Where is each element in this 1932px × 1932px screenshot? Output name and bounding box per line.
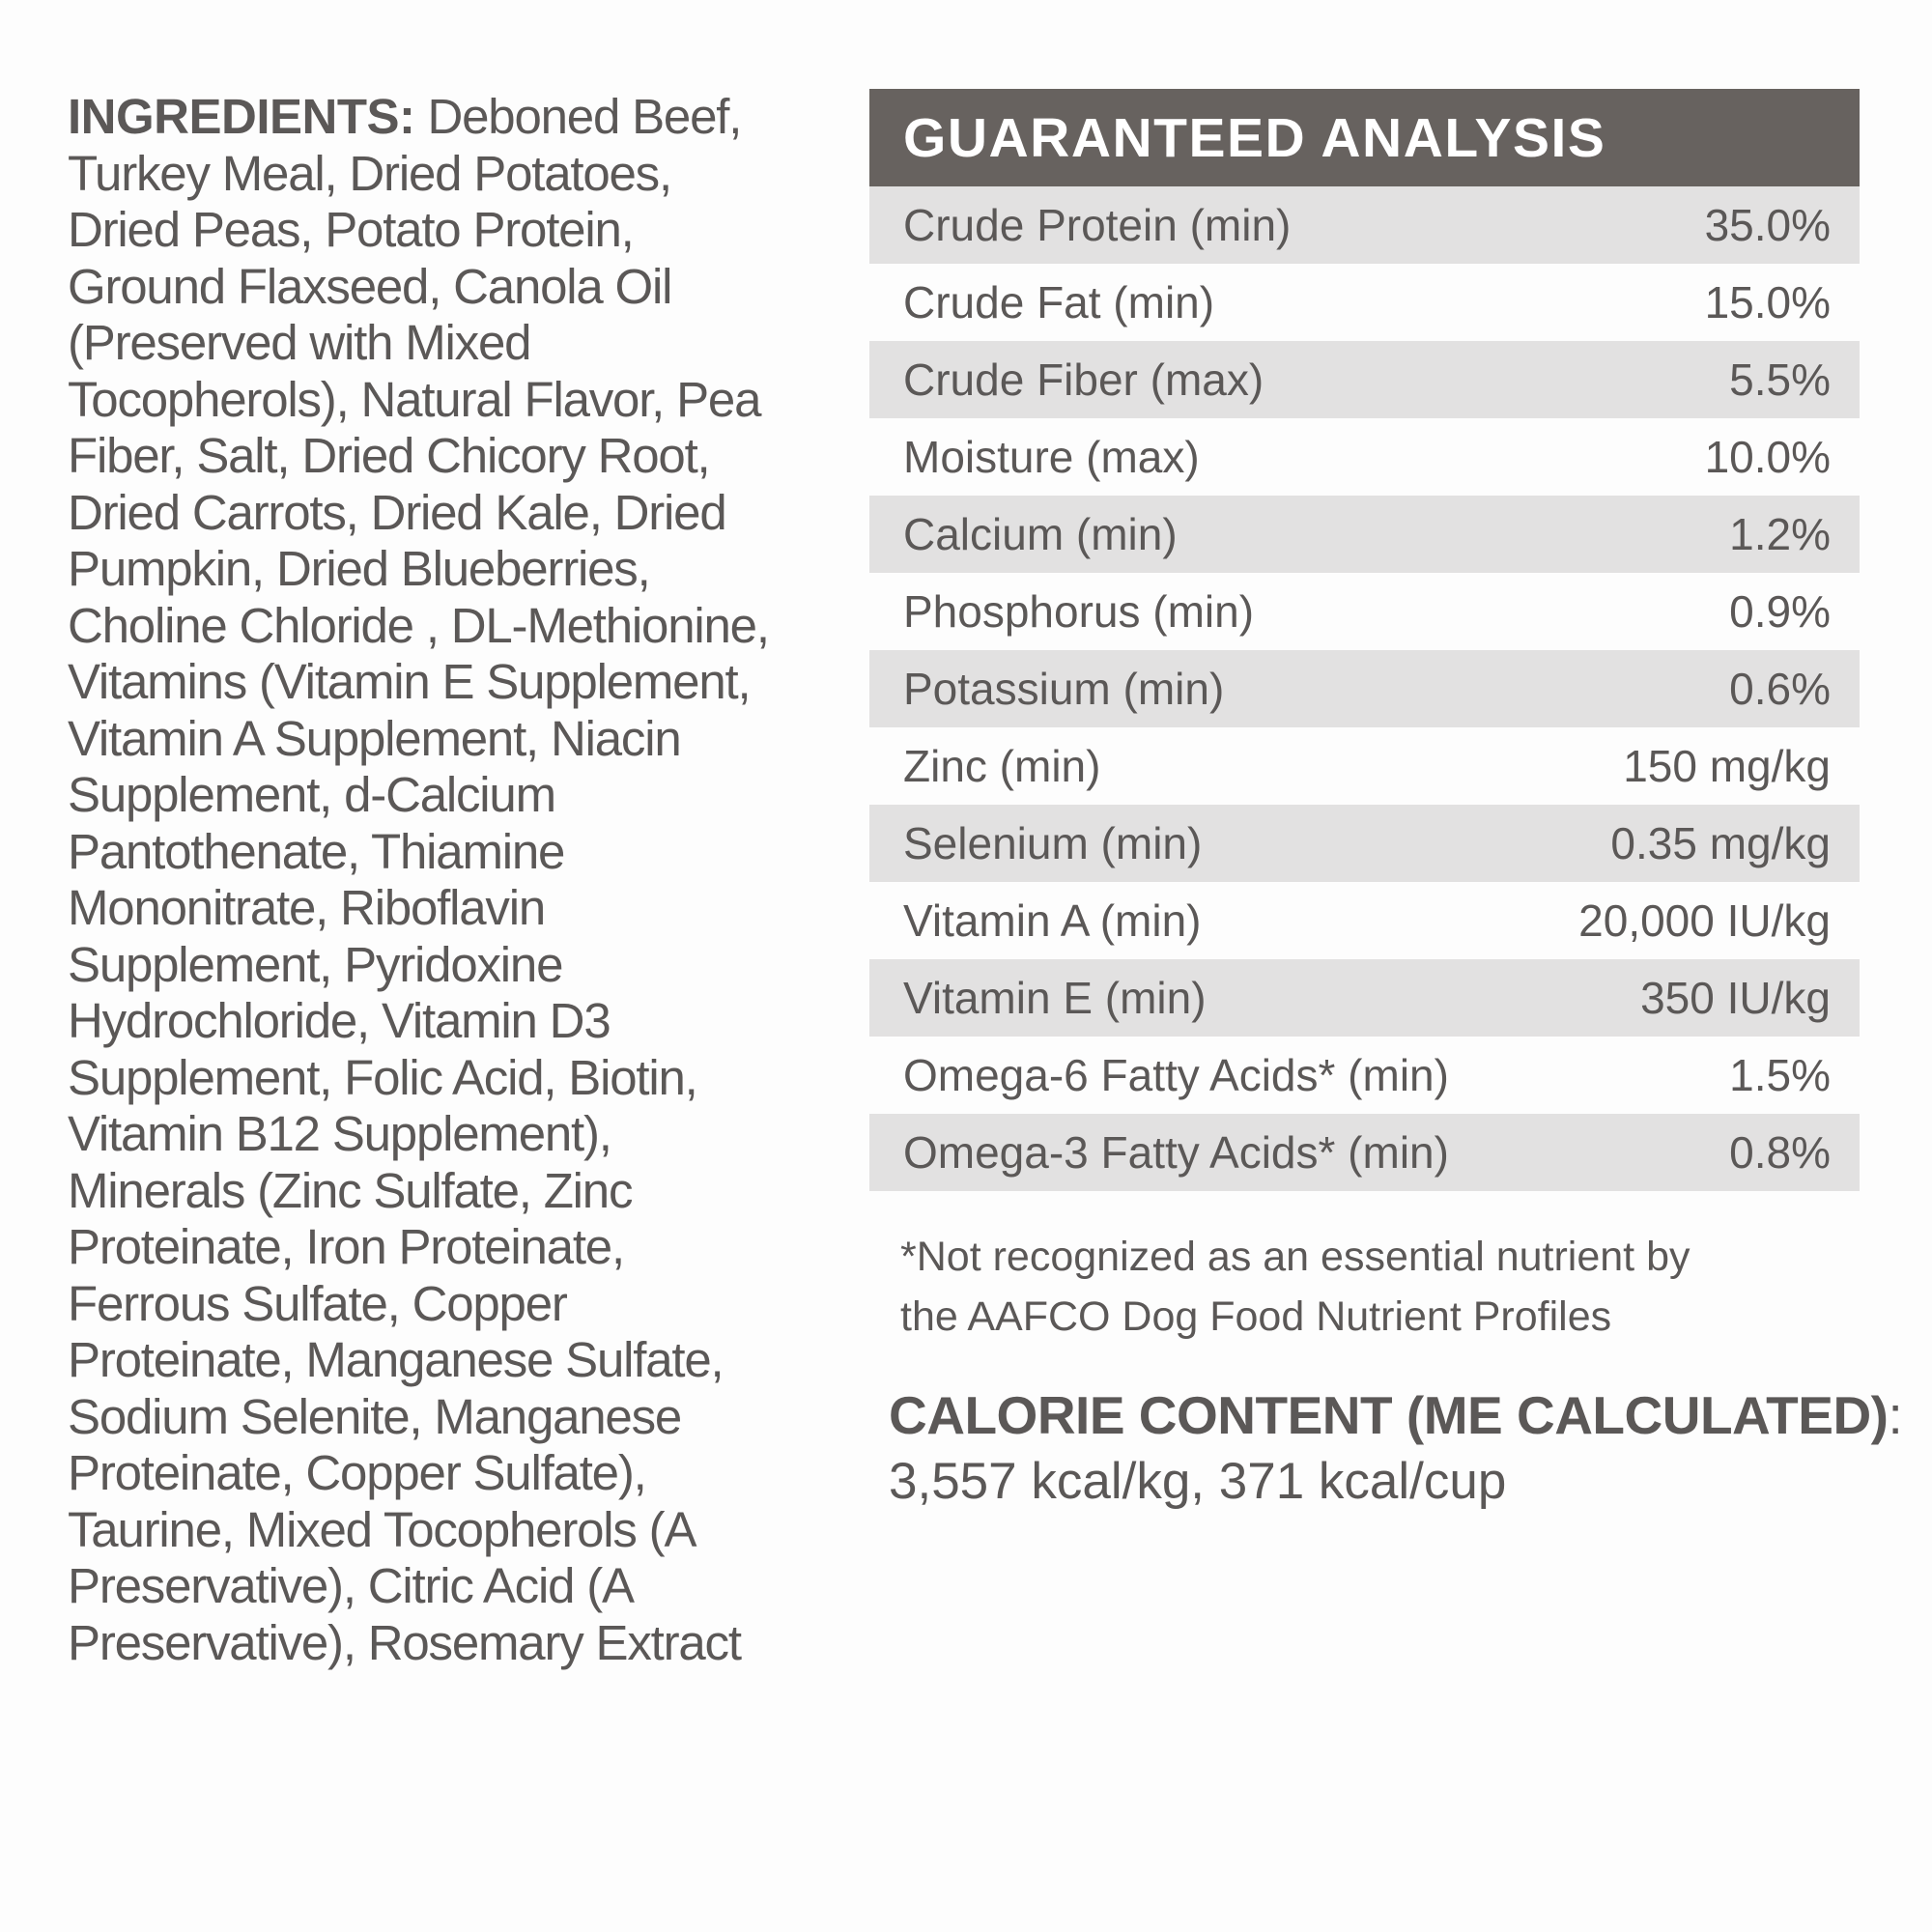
analysis-title: GUARANTEED ANALYSIS — [869, 89, 1860, 186]
analysis-footnote — [900, 1227, 1770, 1347]
nutrient-name: Zinc (min) — [903, 741, 1101, 791]
nutrient-name: Vitamin A (min) — [903, 895, 1202, 946]
analysis-row-crude-fat — [869, 264, 1860, 341]
analysis-row-selenium — [869, 805, 1860, 882]
calorie-heading-text: CALORIE CONTENT (ME CALCULATED) — [889, 1385, 1889, 1445]
guaranteed-analysis-table — [869, 89, 1860, 1191]
nutrient-name: Omega-3 Fatty Acids* (min) — [903, 1127, 1449, 1178]
nutrient-name: Calcium (min) — [903, 509, 1178, 559]
nutrient-name: Crude Protein (min) — [903, 200, 1292, 250]
calorie-value: 3,557 kcal/kg, 371 kcal/cup — [889, 1453, 1507, 1510]
nutrient-value: 0.35 mg/kg — [1610, 818, 1831, 868]
nutrient-name: Phosphorus (min) — [903, 586, 1255, 637]
analysis-row-potassium — [869, 650, 1860, 727]
analysis-rows — [869, 186, 1860, 1191]
nutrient-value: 350 IU/kg — [1640, 973, 1831, 1023]
analysis-row-omega-3 — [869, 1114, 1860, 1191]
nutrient-name: Crude Fat (min) — [903, 277, 1215, 327]
ingredients-label: INGREDIENTS: — [68, 89, 415, 144]
nutrient-value: 1.2% — [1729, 509, 1831, 559]
nutrient-name: Omega-6 Fatty Acids* (min) — [903, 1050, 1449, 1100]
nutrient-name: Vitamin E (min) — [903, 973, 1207, 1023]
nutrient-value: 0.6% — [1729, 664, 1831, 714]
nutrient-value: 15.0% — [1704, 277, 1831, 327]
nutrient-value: 0.8% — [1729, 1127, 1831, 1178]
analysis-row-zinc — [869, 727, 1860, 805]
analysis-row-vitamin-a — [869, 882, 1860, 959]
analysis-row-crude-protein — [869, 186, 1860, 264]
analysis-row-phosphorus — [869, 573, 1860, 650]
calorie-content — [889, 1383, 1913, 1517]
calorie-heading — [889, 1383, 1913, 1447]
analysis-row-calcium — [869, 496, 1860, 573]
nutrient-value: 0.9% — [1729, 586, 1831, 637]
analysis-row-omega-6 — [869, 1037, 1860, 1114]
ingredients-list: Deboned Beef, Turkey Meal, Dried Potatoes, Dried Peas, Potato Protein, Ground Flaxseed, Canola Oil (Preserved with Mixed Tocopherols), Natural Flavor, Pea Fiber, Salt, Dried Chicory Root, Dried Carrots, Dried Kale, Dried Pumpkin, Dried Blueberries, Choline Chloride , DL-Methionine, Vitamins (Vitamin E Supplement, Vitamin A Supplement, Niacin Supplement, d-Calcium Pantothenate, Thiamine Mononitrate, Riboflavin Supplement, Pyridoxine Hydrochloride, Vitamin D3 Supplement, Folic Acid, Biotin, Vitamin B12 Supplement), Minerals (Zinc Sulfate, Zinc Proteinate, Iron Proteinate, Ferrous Sulfate, Copper Proteinate, Manganese Sulfate, Sodium Selenite, Manganese Proteinate, Copper Sulfate), Taurine, Mixed Tocopherols (A Preservative), Citric Acid (A Preservative), Rosemary Extract — [68, 89, 769, 1670]
nutrient-name: Crude Fiber (max) — [903, 355, 1264, 405]
nutrient-value: 150 mg/kg — [1623, 741, 1831, 791]
analysis-row-crude-fiber — [869, 341, 1860, 418]
nutrient-value: 5.5% — [1729, 355, 1831, 405]
nutrient-value: 20,000 IU/kg — [1578, 895, 1831, 946]
nutrient-value: 1.5% — [1729, 1050, 1831, 1100]
footnote-line-1: *Not recognized as an essential nutrient by — [900, 1234, 1690, 1280]
nutrient-value: 10.0% — [1704, 432, 1831, 482]
nutrient-value: 35.0% — [1704, 200, 1831, 250]
footnote-line-2: the AAFCO Dog Food Nutrient Profiles — [900, 1293, 1612, 1340]
calorie-heading-colon: : — [1888, 1385, 1903, 1445]
nutrient-name: Potassium (min) — [903, 664, 1225, 714]
nutrient-name: Selenium (min) — [903, 818, 1203, 868]
analysis-row-vitamin-e — [869, 959, 1860, 1037]
nutrient-name: Moisture (max) — [903, 432, 1200, 482]
ingredients-paragraph — [68, 89, 792, 1671]
analysis-row-moisture — [869, 418, 1860, 496]
